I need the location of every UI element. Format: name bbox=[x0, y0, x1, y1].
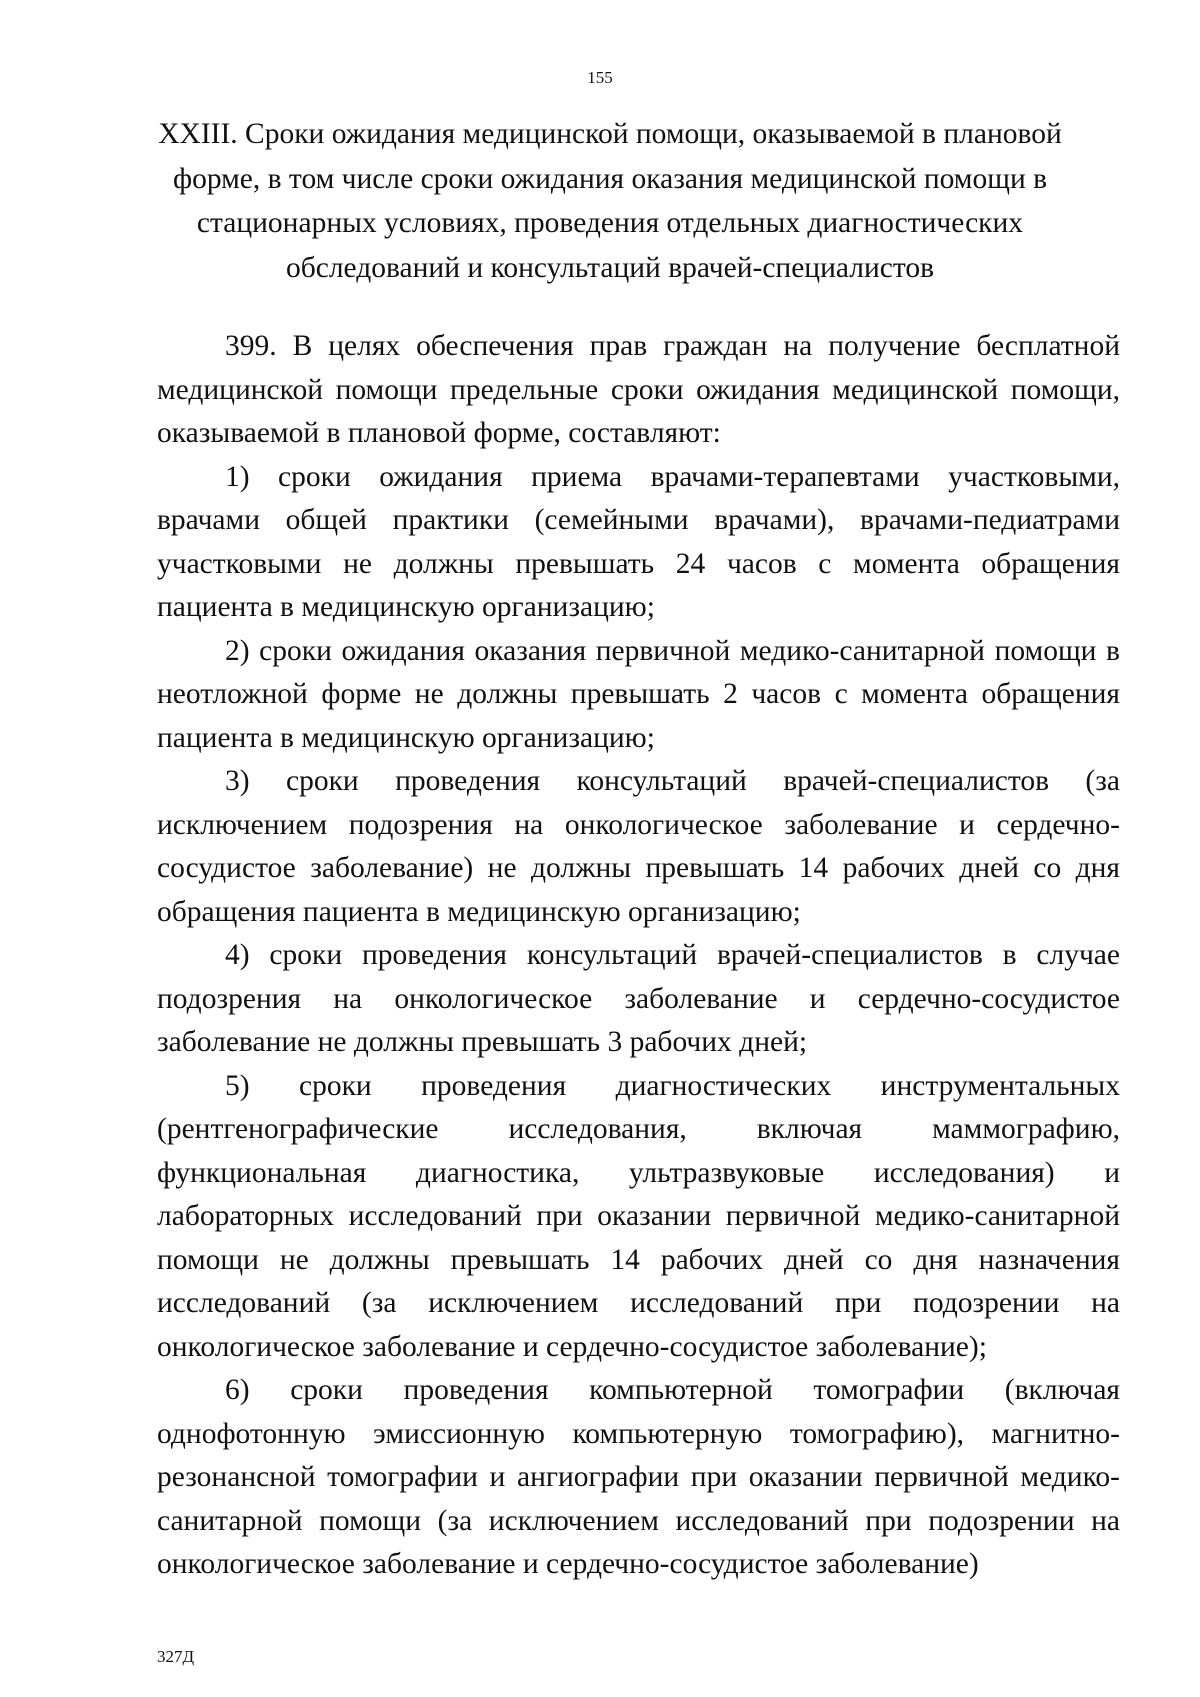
paragraph-item-5: 5) сроки проведения диагностических инструментальных (рентгенографические исследования, включая маммографию, функциональная диагностика, ультразвуковые исследования) и лабораторных исследований при оказании первичной медико-санитарной помощи не должны превышать 14 рабочих дней со дня назначения исследований (за исключением исследований при подозрении на онкологическое заболевание и сердечно-сосудистое заболевание); bbox=[157, 1069, 1120, 1363]
page-number: 155 bbox=[587, 68, 613, 87]
paragraph-399: 399. В целях обеспечения прав граждан на получение бесплатной медицинской помощи предельные сроки ожидания медицинской помощи, оказываемой в плановой форме, составляют: bbox=[157, 330, 1120, 449]
paragraph-item-1: 1) сроки ожидания приема врачами-терапевтами участковыми, врачами общей практики (семейными врачами), врачами-педиатрами участковыми не должны превышать 24 часов с момента обращения пациента в медицинскую организацию; bbox=[157, 460, 1120, 623]
paragraph-item-3: 3) сроки проведения консультаций врачей-специалистов (за исключением подозрения на онкологическое заболевание и сердечно-сосудистое заболевание) не должны превышать 14 рабочих дней со дня обращения пациента в медицинскую организацию; bbox=[157, 765, 1120, 928]
paragraph-item-2: 2) сроки ожидания оказания первичной медико-санитарной помощи в неотложной форме не должны превышать 2 часов с момента обращения пациента в медицинскую организацию; bbox=[157, 634, 1120, 754]
paragraph-item-6: 6) сроки проведения компьютерной томографии (включая однофотонную эмиссионную компьютерную томографию), магнитно-резонансной томографии и ангиографии при оказании первичной медико-санитарной помощи (за исключением исследований при подозрении на онкологическое заболевание и сердечно-сосудистое заболевание) bbox=[157, 1374, 1120, 1580]
document-code: 327Д bbox=[157, 1647, 195, 1666]
document-body bbox=[157, 325, 1120, 1587]
section-heading: XXIII. Сроки ожидания медицинской помощи, оказываемой в плановой форме, в том числе сроки ожидания оказания медицинской помощи в стационарных условиях, проведения отдельных диагностических обследований и консультаций врачей-специалистов bbox=[158, 118, 1062, 284]
paragraph-item-4: 4) сроки проведения консультаций врачей-специалистов в случае подозрения на онкологическое заболевание и сердечно-сосудистое заболевание не должны превышать 3 рабочих дней; bbox=[157, 939, 1120, 1058]
